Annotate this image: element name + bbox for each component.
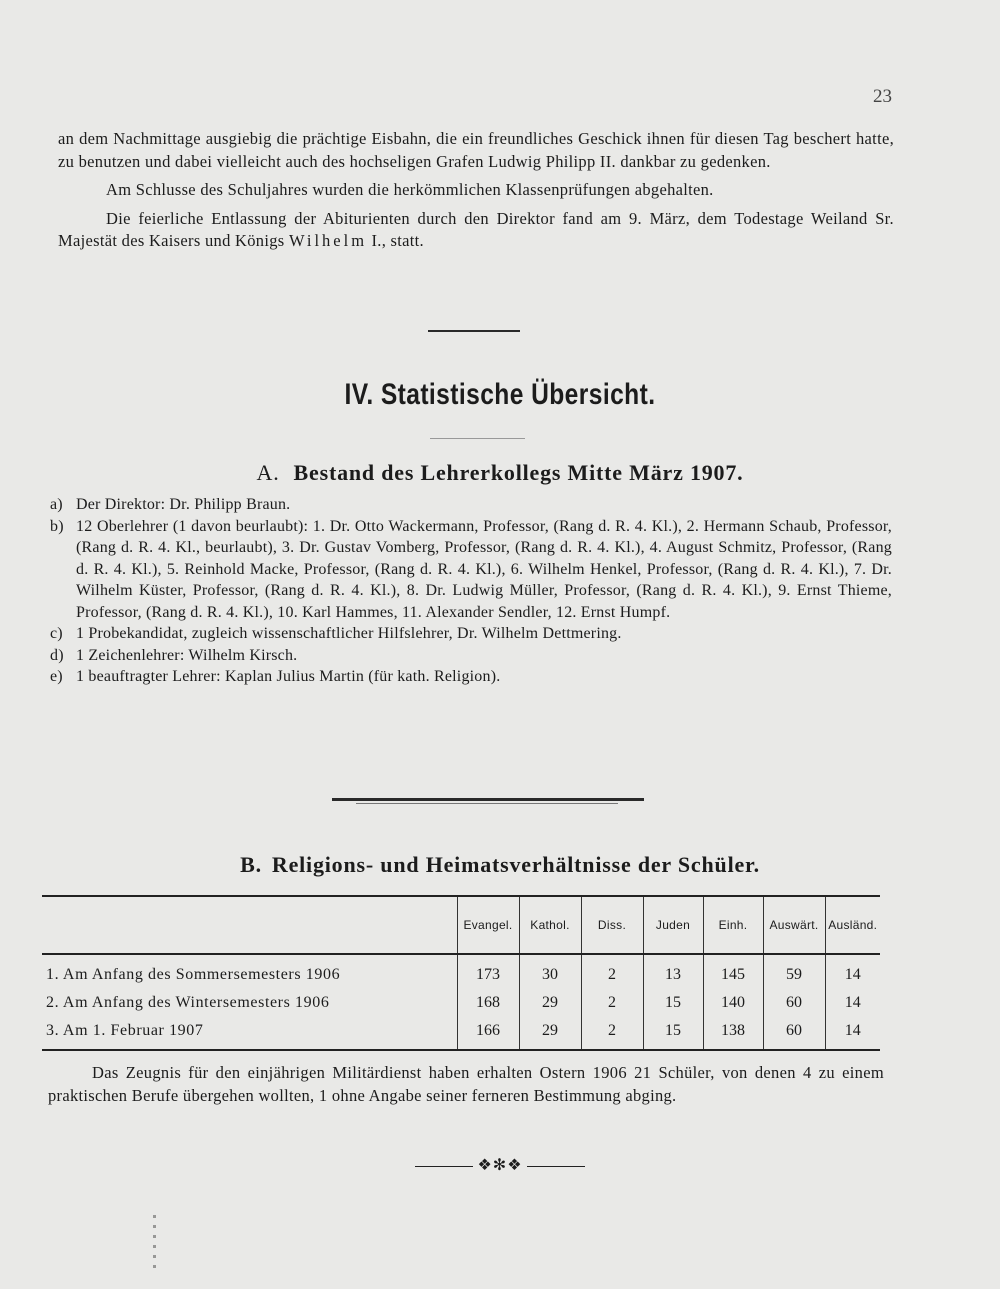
staff-item-marker: e) [50,668,63,685]
table-cell: 140 [703,989,763,1017]
staff-item-text: 1 Probekandidat, zugleich wissenschaftlicher Hilfslehrer, Dr. Wilhelm Dettmering. [76,625,622,642]
table-header-cell: Juden [643,896,703,954]
section-b-letter: B. [240,852,262,877]
staff-item [50,666,892,688]
emperor-name: Wilhelm [288,231,368,250]
staff-item [50,494,892,516]
table-cell: 2 [581,1017,643,1050]
table-cell: 29 [519,989,581,1017]
table-cell: 138 [703,1017,763,1050]
intro-paragraph-3 [58,208,894,253]
table-row [42,954,880,989]
table-row [42,989,880,1017]
ornament-line-right [527,1166,585,1167]
intro-paragraph-3-start: Die feierliche Entlassung der Abiturienten durch den Direktor fand am 9. März, dem Todestage Weiland Sr. Majestät des Kaisers und Königs [58,208,894,250]
section-a-letter: A. [256,460,280,485]
staff-item-marker: a) [50,496,63,513]
table-cell: 59 [763,954,825,989]
section-divider-thin [356,803,618,804]
end-ornament [0,1155,1000,1175]
staff-item-marker: b) [50,517,64,535]
table-cell: 145 [703,954,763,989]
section-b-title: Religions- und Heimatsverhältnisse der Schüler. [271,852,760,877]
staff-item-marker: d) [50,646,64,664]
staff-item-text: 1 Zeichenlehrer: Wilhelm Kirsch. [76,646,298,664]
section-b-heading [0,852,1000,878]
table-cell: 13 [643,954,703,989]
heading-underline [430,438,525,439]
table-row [42,1017,880,1050]
table-cell: 29 [519,1017,581,1050]
staff-item-marker: c) [50,625,63,642]
table-cell: 166 [457,1017,519,1050]
staff-item-text: Der Direktor: Dr. Philipp Braun. [76,496,291,513]
staff-item [50,645,892,667]
page-number: 23 [873,86,892,107]
table-header-cell: Auswärt. [763,896,825,954]
table-header-cell: Ausländ. [825,896,880,954]
intro-paragraph-2: Am Schlusse des Schuljahres wurden die herkömmlichen Klassenprüfungen abgehalten. [106,180,714,199]
table-header-cell: Evangel. [457,896,519,954]
ornament-line-left [415,1166,473,1167]
table-header-cell: Diss. [581,896,643,954]
section-divider-thick [332,798,644,801]
statistics-table [42,895,880,1051]
table-cell: 2 [581,989,643,1017]
ornament-icon: ❖✻❖ [477,1157,523,1174]
staff-item [50,623,892,645]
table-cell: 168 [457,989,519,1017]
table-header-cell: Kathol. [519,896,581,954]
table-cell: 60 [763,989,825,1017]
staff-list [50,494,892,688]
staff-item-text: 1 beauftragter Lehrer: Kaplan Julius Martin (für kath. Religion). [76,668,501,685]
table-cell: 15 [643,1017,703,1050]
scan-artifact [153,1215,156,1271]
table-cell: 173 [457,954,519,989]
table-row-label: 1. Am Anfang des Sommersemesters 1906 [46,966,341,983]
table-row-label: 3. Am 1. Februar 1907 [42,1017,457,1050]
table-cell: 14 [825,989,880,1017]
chapter-heading: IV. Statistische Übersicht. [344,378,656,411]
intro-paragraph-3-end: I., statt. [371,231,424,250]
table-header-label [42,896,457,954]
section-a-title: Bestand des Lehrerkollegs Mitte März 1907. [293,460,744,485]
table-cell: 14 [825,1017,880,1050]
table-cell: 30 [519,954,581,989]
table-cell: 14 [825,954,880,989]
intro-paragraph-1: an dem Nachmittage ausgiebig die prächtige Eisbahn, die ein freundliches Geschick ihnen für diesen Tag beschert hatte, zu benutzen und dabei vielleicht auch des hochseligen Grafen Ludwig Philipp II. dankbar zu gedenken. [58,129,894,171]
staff-item-text: 12 Oberlehrer (1 davon beurlaubt): 1. Dr. Otto Wackermann, Professor, (Rang d. R. 4. Kl.), 2. Hermann Schaub, Professor, (Rang d. R. 4. Kl., beurlaubt), 3. Dr. Gustav Vomberg, Professor, (Rang d. R. 4. Kl.), 4. August Schmitz, Professor, (Rang d. R. 4. Kl.), 5. Reinhold Macke, Professor, (Rang d. R. 4. Kl.), 6. Wilhelm Henkel, Professor, (Rang d. R. 4. Kl.), 7. Dr. Wilhelm Küster, Professor, (Rang d. R. 4. Kl.), 8. Dr. Ludwig Müller, Professor, (Rang d. R. 4. Kl.), 9. Ernst Thieme, Professor, (Rang d. R. 4. Kl.), 10. Karl Hammes, 11. Alexander Sendler, 12. Ernst Humpf. [76,517,892,621]
table-row-label: 2. Am Anfang des Wintersemesters 1906 [46,994,330,1011]
table-cell: 2 [581,954,643,989]
intro-text [58,128,894,253]
table-cell: 60 [763,1017,825,1050]
table-header-row [42,896,880,954]
section-a-heading [0,460,1000,486]
table-header-cell: Einh. [703,896,763,954]
closing-paragraph: Das Zeugnis für den einjährigen Militärdienst haben erhalten Ostern 1906 21 Schüler, von denen 4 zu einem praktischen Berufe übergehen wollten, 1 ohne Angabe seiner ferneren Bestimmung abging. [48,1063,884,1105]
table-cell: 15 [643,989,703,1017]
section-divider [428,330,520,332]
staff-item [50,516,892,624]
